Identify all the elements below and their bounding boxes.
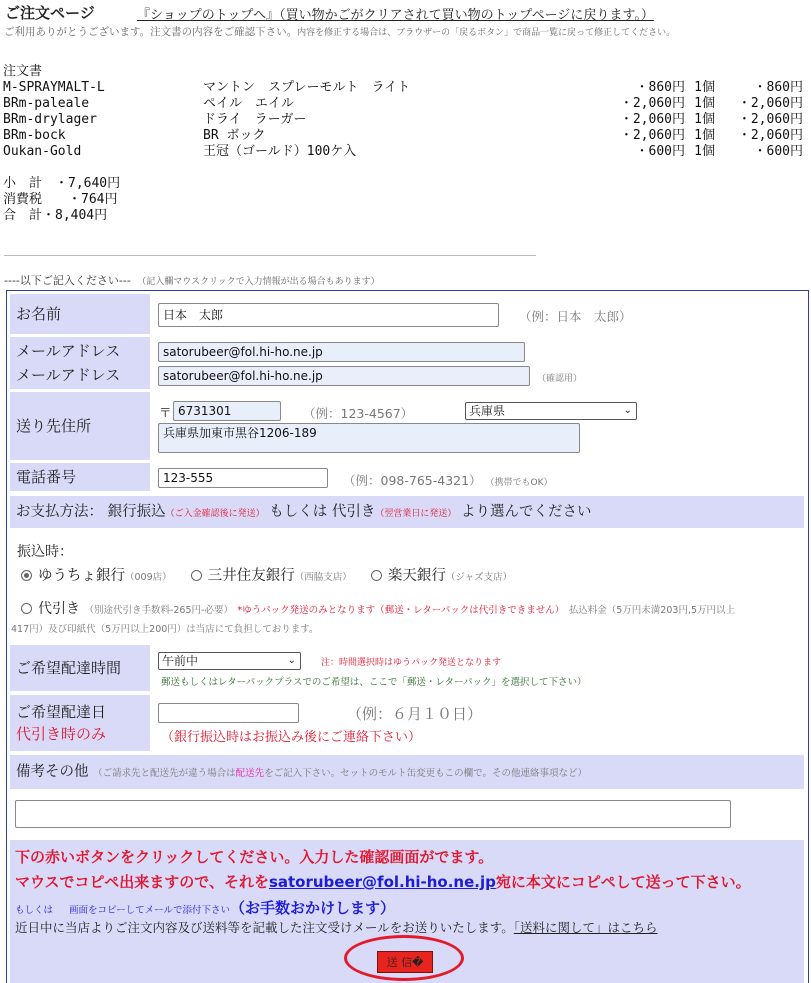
- delivery-date-label: ご希望配達日 代引き時のみ: [10, 695, 150, 751]
- order-row: BRm-bock BR ボック ・2,060円 1個 ・2,060円: [3, 128, 803, 143]
- total: 合 計・8,404円: [3, 208, 108, 223]
- contact-email-link[interactable]: satorubeer@fol.hi-ho.ne.jp: [268, 873, 496, 891]
- delivery-time-note: 郵送もしくはレターパックプラスでのご希望は、ここで「郵送・レターパック」を選択して下さい）: [161, 677, 587, 688]
- zip-mark: 〒: [159, 405, 172, 420]
- cod-radio[interactable]: 代引き: [21, 601, 80, 617]
- remarks-label: 備考その他: [16, 764, 89, 780]
- instruction-line-2: マウスでコピペ出来ますので、それをsatorubeer@fol.hi-ho.ne.jp宛に本文にコピペして送って下さい。: [15, 873, 751, 891]
- form-instructions: ----以下ご記入ください--- （記入欄マウスクリックで入力情報が出る場合もあります）: [4, 274, 380, 287]
- remarks-band: 備考その他 （ご請求先と配送先が違う場合は配送先をご記入下さい。セットのモルト缶変更もこの欄で。その他連絡事項など）: [10, 755, 804, 789]
- shipping-info-link[interactable]: 「送料に関して」はこちら: [513, 920, 658, 935]
- divider: [4, 255, 536, 256]
- shop-top-link[interactable]: 『ショップのトップへ』（買い物かごがクリアされて買い物のトップページに戻ります。）: [137, 8, 654, 23]
- order-summary: [3, 64, 803, 160]
- phone-label: 電話番号: [10, 463, 150, 491]
- remarks-textarea[interactable]: [15, 800, 731, 828]
- page-title: ご注文ページ: [5, 4, 95, 22]
- order-row: M-SPRAYMALT-L マントン スプレーモルト ライト ・860円 1個 ・860円: [3, 80, 803, 95]
- delivery-time-select[interactable]: 午前中 ⌄: [158, 652, 301, 670]
- name-example: （例：日本 太郎）: [519, 309, 632, 324]
- delivery-time-label: ご希望配達時間: [10, 645, 150, 691]
- subtotal: 小 計 ・7,640円: [3, 176, 121, 191]
- email-confirm-field[interactable]: satorubeer@fol.hi-ho.ne.jp: [158, 366, 530, 386]
- highlight-circle: [344, 935, 464, 981]
- page-subtitle: ご利用ありがとうございます。注文書の内容をご確認下さい。内容を修正する場合は、ブラウザーの「戻るボタン」で商品一覧に戻って修正してください。: [4, 26, 676, 38]
- phone-example: （例：098-765-4321）: [343, 473, 482, 488]
- order-totals: [3, 176, 120, 224]
- order-title: 注文書: [3, 64, 43, 79]
- bank-option-yucho[interactable]: ゆうちょ銀行（009店）: [21, 568, 172, 584]
- instruction-line-1: 下の赤いボタンをクリックしてください。入力した確認画面がでます。: [15, 848, 494, 866]
- email-confirm-note: （確認用）: [537, 374, 583, 384]
- transfer-label: 振込時：: [17, 544, 73, 560]
- delivery-date-note: （銀行振込時はお振込み後にご連絡下さい）: [161, 730, 422, 745]
- radio-icon: [21, 603, 32, 614]
- chevron-down-icon: ⌄: [623, 405, 632, 416]
- radio-icon: [371, 570, 382, 581]
- payment-band: お支払方法： 銀行振込（ご入金確認後に発送） もしくは 代引き（翌営業日に発送） より選んでください: [10, 496, 804, 528]
- phone-input[interactable]: 123-555: [158, 468, 328, 488]
- bank-option-smbc[interactable]: 三井住友銀行（西脇支店）: [191, 568, 352, 584]
- instruction-line-3: もしくは 画面をコピーしてメールで添付下さい（お手数おかけします）: [15, 899, 395, 917]
- delivery-time-note-red: 注：時間選択時はゆうパック発送となります: [321, 658, 502, 668]
- phone-note: （携帯でもOK）: [485, 478, 553, 488]
- page-header: [3, 2, 808, 23]
- zip-example: （例：123-4567）: [303, 406, 414, 421]
- submit-button[interactable]: 送 信�: [377, 951, 433, 973]
- bank-options: [21, 564, 512, 585]
- delivery-date-input[interactable]: [158, 703, 299, 723]
- email-field[interactable]: satorubeer@fol.hi-ho.ne.jp: [158, 342, 525, 362]
- cod-fee-note: 417円）及び印紙代（5万円以上200円）は当店にて負担しております。: [11, 624, 319, 635]
- order-row: Oukan-Gold 王冠（ゴールド）100ケ入 ・600円 1個 ・600円: [3, 144, 803, 159]
- radio-icon: [191, 570, 202, 581]
- radio-selected-icon: [21, 570, 32, 581]
- bank-option-rakuten[interactable]: 楽天銀行（ジャズ支店）: [371, 568, 512, 584]
- delivery-date-example: （例：６月１０日）: [347, 705, 483, 723]
- chevron-down-icon: ⌄: [287, 655, 296, 666]
- order-row: BRm-drylager ドライ ラーガー ・2,060円 1個 ・2,060円: [3, 112, 803, 127]
- address-textarea[interactable]: 兵庫県加東市黒谷1206-189: [158, 423, 580, 453]
- email-label: メールアドレス メールアドレス: [10, 337, 150, 389]
- order-row: BRm-paleale ペイル エイル ・2,060円 1個 ・2,060円: [3, 96, 803, 111]
- name-label: お名前: [10, 294, 150, 334]
- tax: 消費税 ・764円: [3, 192, 118, 207]
- cod-option: 代引き （別途代引き手数料-265円-必要） *ゆうパック発送のみとなります（郵送・レターパックは代引きできません） 払込料金（5万円未満203円,5万円以上: [21, 600, 801, 620]
- zip-input[interactable]: 6731301: [173, 401, 281, 421]
- address-label: 送り先住所: [10, 392, 150, 460]
- instruction-line-4: 近日中に当店よりご注文内容及び送料等を記載した注文受けメールをお送りいたします。「送料に関して」はこちら: [15, 920, 658, 935]
- prefecture-select[interactable]: 兵庫県 ⌄: [465, 402, 637, 420]
- name-input[interactable]: 日本 太郎: [158, 303, 499, 327]
